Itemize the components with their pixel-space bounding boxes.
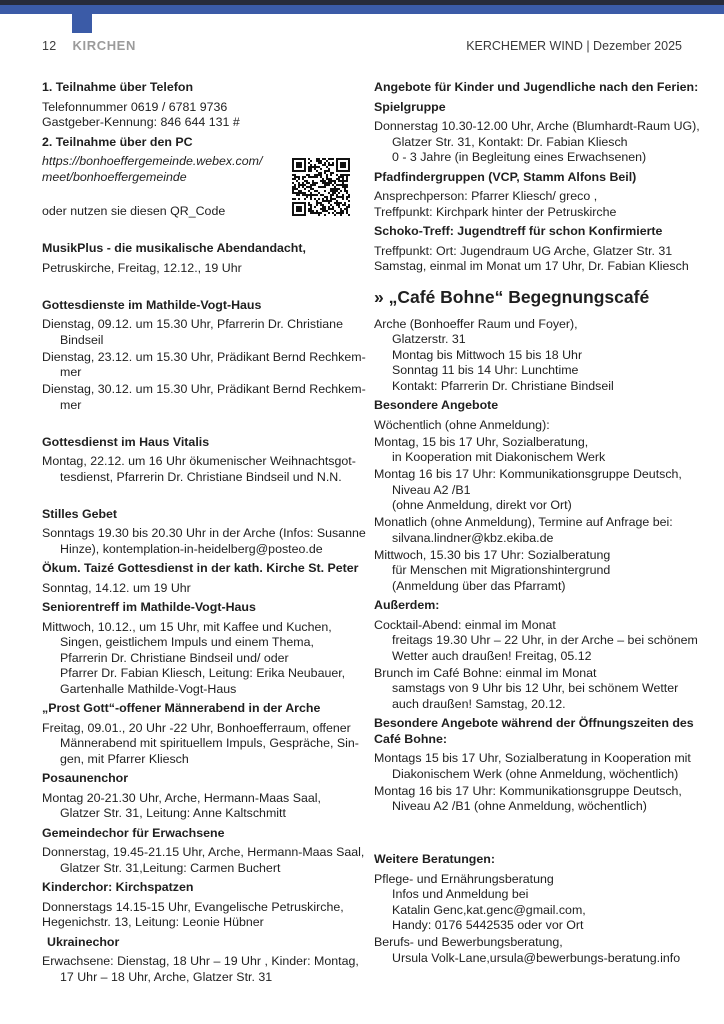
section-heading [42, 561, 360, 577]
paragraph [42, 261, 360, 277]
text-line: für Menschen mit Migrationshintergrund [392, 563, 611, 577]
text-line: Monatlich (ohne Anmeldung), Termine auf Anfrage bei: [374, 515, 673, 529]
text-line: Gastgeber-Kennung: 846 644 131 # [42, 115, 240, 129]
text-line: Samstag, einmal im Monat um 17 Uhr, Dr. Fabian Kliesch [374, 259, 689, 273]
text-line: Dienstag, 23.12. um 15.30 Uhr, Prädikant Bernd Rechkem- [42, 349, 366, 364]
paragraph [374, 119, 710, 166]
text-line: Außerdem: [374, 598, 440, 612]
section-heading [374, 170, 710, 186]
paragraph [374, 666, 710, 713]
section-heading [374, 398, 710, 414]
text-line: Posaunenchor [42, 771, 129, 785]
paragraph [374, 548, 710, 595]
text-line: Gottesdienst im Haus Vitalis [42, 434, 210, 449]
issue-label: KERCHEMER WIND | Dezember 2025 [466, 39, 682, 53]
paragraph [374, 435, 710, 466]
text-line: Ansprechperson: Pfarrer Kliesch/ greco , [374, 189, 598, 203]
text-line: Montag 16 bis 17 Uhr: Kommunikationsgruppe Deutsch, [374, 783, 682, 798]
text-line: Glatzer Str. 31,Leitung: Carmen Buchert [60, 860, 281, 875]
text-line: MusikPlus - die musikalische Abendandacht, [42, 241, 306, 255]
section-heading [42, 241, 360, 257]
paragraph [42, 317, 360, 348]
text-line: meet/bonhoeffergemeinde [42, 169, 187, 184]
section-heading [374, 598, 710, 614]
text-line: Montag, 15 bis 17 Uhr, Sozialberatung, [374, 434, 589, 449]
text-line: 0 - 3 Jahre (in Begleitung eines Erwachsenen) [392, 150, 647, 164]
text-line: Arche (Bonhoeffer Raum und Foyer), [374, 316, 578, 331]
text-line: Sonntag, 14.12. um 19 Uhr [42, 580, 191, 595]
text-line: Sonntags 19.30 bis 20.30 Uhr in der Arche (Infos: Susanne [42, 526, 366, 540]
paragraph [374, 244, 710, 275]
text-line: (ohne Anmeldung, direkt vor Ort) [392, 498, 572, 512]
text-line: Mittwoch, 15.30 bis 17 Uhr: Sozialberatung [374, 547, 611, 562]
text-line: Brunch im Café Bohne: einmal im Monat [374, 665, 597, 680]
text-line: Petruskirche, Freitag, 12.12., 19 Uhr [42, 260, 242, 275]
paragraph [374, 467, 710, 514]
text-line: Besondere Angebote [374, 398, 499, 412]
paragraph [42, 100, 360, 131]
paragraph [374, 784, 710, 815]
text-line: Montag 16 bis 17 Uhr: Kommunikationsgruppe Deutsch, [374, 467, 682, 481]
text-line: Montag 20-21.30 Uhr, Arche, Hermann-Maas Saal, [42, 790, 321, 805]
bookmark-tab [72, 14, 92, 33]
text-line: Gartenhalle Mathilde-Vogt-Haus [60, 681, 237, 696]
text-line: Pfarrerin Dr. Christiane Bindseil und/ oder [60, 650, 289, 665]
text-line: Bindseil [60, 332, 104, 347]
text-line: Kontakt: Pfarrerin Dr. Christiane Bindseil [392, 378, 614, 393]
section-heading [374, 80, 710, 96]
section-heading [374, 716, 710, 747]
section-gap [42, 278, 360, 294]
text-line: Diakonischem Werk (ohne Anmeldung, wöchentlich) [392, 766, 679, 781]
text-line: Gottesdienste im Mathilde-Vogt-Haus [42, 297, 262, 312]
paragraph [42, 900, 360, 931]
section-heading [374, 287, 710, 308]
two-column-content [42, 76, 710, 987]
text-line: „Prost Gott“-offener Männerabend in der Arche [42, 701, 321, 715]
section-gap [42, 221, 360, 237]
text-line: Pflege- und Ernährungsberatung [374, 871, 554, 886]
paragraph [374, 618, 710, 665]
text-line: silvana.lindner@kbz.ekiba.de [392, 530, 554, 545]
section-heading [42, 935, 360, 951]
page-header [42, 38, 682, 53]
text-line: Angebote für Kinder und Jugendliche nach den Ferien: [374, 80, 699, 94]
text-line: Montag bis Mittwoch 15 bis 18 Uhr [392, 347, 583, 362]
text-line: auch draußen! Samstag, 20.12. [392, 696, 566, 711]
text-line: Sonntag 11 bis 14 Uhr: Lunchtime [392, 363, 579, 377]
text-line: Treffpunkt: Kirchpark hinter der Petruskirche [374, 204, 617, 219]
text-line: https://bonhoeffergemeinde.webex.com/ [42, 154, 263, 168]
paragraph [42, 791, 360, 822]
text-line: Ökum. Taizé Gottesdienst in der kath. Kirche St. Peter [42, 561, 359, 575]
paragraph [42, 581, 360, 597]
text-line: Spielgruppe [374, 99, 446, 114]
text-line: » „Café Bohne“ Begegnungscafé [374, 286, 650, 307]
paragraph [42, 454, 360, 485]
qr-code [292, 158, 350, 216]
text-line: tesdienst, Pfarrerin Dr. Christiane Bindseil und N.N. [60, 469, 342, 484]
text-line: mer [60, 365, 82, 379]
section-heading [42, 880, 360, 896]
text-line: Glatzer Str. 31, Kontakt: Dr. Fabian Kliesch [392, 134, 628, 149]
text-line: Dienstag, 30.12. um 15.30 Uhr, Prädikant Bernd Rechkem- [42, 382, 366, 396]
text-line: Katalin Genc,kat.genc@gmail.com, [392, 902, 586, 917]
text-line: Donnerstag, 19.45-21.15 Uhr, Arche, Hermann-Maas Saal, [42, 845, 365, 859]
section-heading [374, 224, 710, 240]
section-heading [42, 80, 360, 96]
text-line: Infos und Anmeldung bei [392, 887, 529, 901]
section-heading [42, 298, 360, 314]
section-heading [42, 771, 360, 787]
text-line: Montags 15 bis 17 Uhr, Sozialberatung in Kooperation mit [374, 751, 691, 765]
section-heading [42, 600, 360, 616]
text-line: Ursula Volk-Lane,ursula@bewerbungs-beratung.info [392, 950, 681, 965]
text-line: Dienstag, 09.12. um 15.30 Uhr, Pfarrerin Dr. Christiane [42, 317, 343, 331]
text-line: 2. Teilnahme über den PC [42, 134, 193, 149]
section-gap [374, 816, 710, 832]
section-heading [42, 701, 360, 717]
section-gap [42, 415, 360, 431]
section-label: KIRCHEN [72, 38, 136, 53]
paragraph [374, 418, 710, 434]
text-line: Hinze), kontemplation-in-heidelberg@posteo.de [60, 541, 323, 556]
text-line: Niveau A2 /B1 (ohne Anmeldung, wöchentlich) [392, 799, 647, 813]
text-line: Seniorentreff im Mathilde-Vogt-Haus [42, 600, 256, 614]
text-line: Pfarrer Dr. Fabian Kliesch, Leitung: Erika Neubauer, [60, 666, 346, 680]
text-line: Handy: 0176 5442535 oder vor Ort [392, 918, 584, 932]
text-line: Glatzer Str. 31, Leitung: Anne Kaltschmitt [60, 806, 286, 820]
page-number: 12 [42, 39, 57, 53]
text-line: Glatzerstr. 31 [392, 332, 466, 346]
section-heading [42, 435, 360, 451]
section-heading [42, 135, 360, 151]
paragraph [374, 515, 710, 546]
text-line: Singen, geistlichem Impuls und einem Thema, [60, 635, 314, 649]
paragraph [374, 189, 710, 220]
paragraph [42, 526, 366, 557]
text-line: Berufs- und Bewerbungsberatung, [374, 935, 563, 949]
paragraph [374, 935, 710, 966]
text-line: Stilles Gebet [42, 506, 118, 521]
text-line: Telefonnummer 0619 / 6781 9736 [42, 99, 228, 114]
section-heading [42, 507, 360, 523]
text-line: Montag, 22.12. um 16 Uhr ökumenischer Weihnachtsgot- [42, 454, 356, 468]
text-line: Besondere Angebote während der Öffnungszeiten des [374, 716, 694, 730]
paragraph [374, 872, 710, 934]
text-line: Niveau A2 /B1 [392, 482, 471, 497]
text-line: 1. Teilnahme über Telefon [42, 80, 194, 94]
text-line: samstags von 9 Uhr bis 12 Uhr, bei schönem Wetter [392, 681, 679, 695]
text-line: mer [60, 397, 82, 412]
text-line: Cocktail-Abend: einmal im Monat [374, 617, 556, 632]
paragraph [42, 349, 366, 381]
text-line: Freitag, 09.01., 20 Uhr -22 Uhr, Bonhoefferraum, offener [42, 720, 351, 735]
text-line: Weitere Beratungen: [374, 852, 495, 866]
paragraph [374, 751, 710, 782]
paragraph [42, 620, 360, 698]
paragraph [42, 382, 366, 413]
text-line: gen, mit Pfarrer Kliesch [60, 751, 189, 766]
text-line: Wetter auch draußen! Freitag, 05.12 [392, 648, 592, 663]
text-line: Hegenichstr. 13, Leitung: Leonie Hübner [42, 915, 264, 929]
text-line: Ukrainechor [47, 934, 120, 949]
section-heading [374, 100, 710, 116]
text-line: Schoko-Treff: Jugendtreff für schon Konfirmierte [374, 224, 663, 238]
section-heading [42, 826, 360, 842]
text-line: Erwachsene: Dienstag, 18 Uhr – 19 Uhr , Kinder: Montag, [42, 954, 359, 968]
text-line: oder nutzen sie diesen QR_Code [42, 204, 226, 218]
text-line: Kinderchor: Kirchspatzen [42, 880, 194, 894]
text-line: Gemeindechor für Erwachsene [42, 825, 225, 840]
paragraph [42, 721, 360, 768]
text-line: Donnerstags 14.15-15 Uhr, Evangelische Petruskirche, [42, 899, 344, 914]
top-dark-strip [0, 0, 724, 5]
right-column [374, 76, 710, 987]
text-line: Männerabend mit spirituellem Impuls, Gespräche, Sin- [60, 736, 359, 750]
text-line: Pfadfindergruppen (VCP, Stamm Alfons Beil) [374, 169, 637, 184]
paragraph [42, 845, 365, 876]
text-line: Wöchentlich (ohne Anmeldung): [374, 417, 550, 432]
paragraph [42, 954, 360, 985]
text-line: Café Bohne: [374, 731, 447, 746]
text-line: Donnerstag 10.30-12.00 Uhr, Arche (Blumhardt-Raum UG), [374, 119, 700, 133]
paragraph [374, 317, 710, 395]
section-heading [374, 852, 710, 868]
section-gap [374, 832, 710, 848]
left-column [42, 76, 366, 987]
text-line: 17 Uhr – 18 Uhr, Arche, Glatzer Str. 31 [60, 969, 273, 984]
text-line: freitags 19.30 Uhr – 22 Uhr, in der Arche – bei schönem [392, 633, 698, 647]
text-line: Mittwoch, 10.12., um 15 Uhr, mit Kaffee und Kuchen, [42, 619, 332, 634]
text-line: (Anmeldung über das Pfarramt) [392, 578, 566, 593]
text-line: Treffpunkt: Ort: Jugendraum UG Arche, Glatzer Str. 31 [374, 243, 673, 258]
text-line: in Kooperation mit Diakonischem Werk [392, 450, 606, 464]
section-gap [42, 487, 360, 503]
